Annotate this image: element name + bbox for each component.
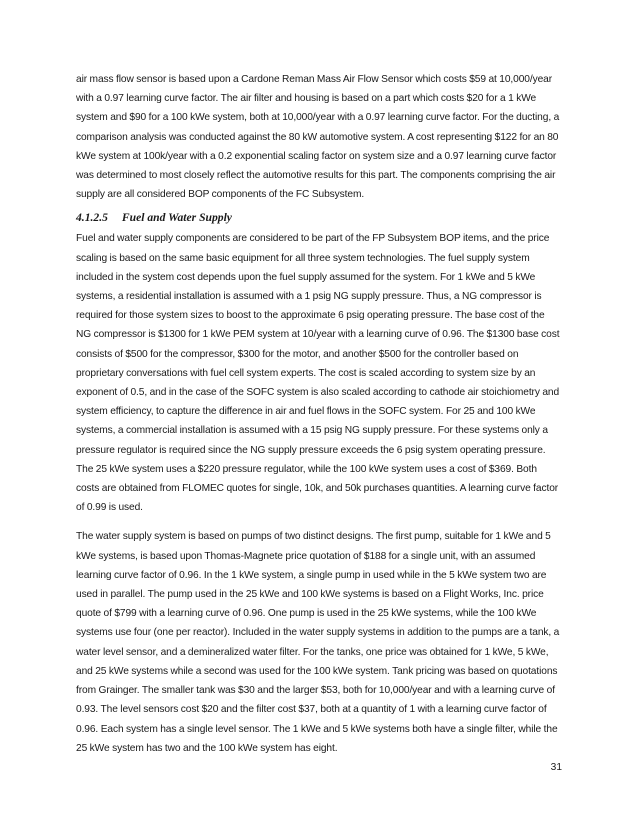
section-number: 4.1.2.5 [76, 211, 108, 225]
page-number: 31 [550, 762, 562, 773]
section-heading [76, 210, 562, 226]
paragraph-air-supply-end: air mass flow sensor is based upon a Cardone Reman Mass Air Flow Sensor which costs $59 at 10,000/year with a 0.97 learning curve factor. The air filter and housing is based on a part which costs $20 for a 1 kWe system and $90 for a 100 kWe system, both at 10,000/year with a 0.97 learning curve factor. For the ducting, a comparison analysis was conducted against the 80 kW automotive system. A cost representing $122 for an 80 kWe system at 100k/year with a 0.2 exponential scaling factor on system size and a 0.97 learning curve factor was determined to most closely reflect the automotive results for this part. The components comprising the air supply are all considered BOP components of the FC Subsystem. [76, 74, 560, 201]
page-content [76, 70, 562, 758]
paragraph-water-supply: The water supply system is based on pumps of two distinct designs. The first pump, suitable for 1 kWe and 5 kWe systems, is based upon Thomas-Magnete price quotation of $188 for a single unit, with an assumed learning curve factor of 0.96. In the 1 kWe system, a single pump in used while in the 5 kWe system two are used in parallel. The pump used in the 25 kWe and 100 kWe systems is based on a Flight Works, Inc. price quote of $799 with a learning curve of 0.96. One pump is used in the 25 kWe systems, while the 100 kWe systems use four (one per reactor). Included in the water supply systems in addition to the pumps are a tank, a water level sensor, and a demineralized water filter. For the tanks, one price was obtained for 1 kWe, 5 kWe, and 25 kWe systems while a second was used for the 100 kWe system. Tank pricing was based on quotations from Grainger. The smaller tank was $30 and the larger $53, both for 10,000/year and with a learning curve of 0.93. The level sensors cost $20 and the filter cost $37, both at a quantity of 1 with a learning curve factor of 0.96. Each system has a single level sensor. The 1 kWe and 5 kWe systems both have a single filter, while the 25 kWe system has two and the 100 kWe system has eight. [76, 531, 560, 754]
paragraph-fuel-supply: Fuel and water supply components are considered to be part of the FP Subsystem BOP items, and the price scaling is based on the same basic equipment for all three system technologies. The fuel supply system included in the system cost depends upon the fuel supply assumed for the system. For 1 kWe and 5 kWe systems, a residential installation is assumed with a 1 psig NG supply pressure. Thus, a NG compressor is required for those system sizes to boost to the approximate 6 psig operating pressure. The base cost of the NG compressor is $1300 for 1 kWe PEM system at 10/year with a learning curve of 0.96. The $1300 base cost consists of $500 for the compressor, $300 for the motor, and another $500 for the controller based on proprietary conversations with fuel cell system experts. The cost is scaled according to system size by an exponent of 0.5, and in the case of the SOFC system is also scaled according to cathode air stoichiometry and system efficiency, to capture the difference in air and fuel flows in the SOFC system. For 25 and 100 kWe systems, a commercial installation is assumed with a 15 psig NG supply pressure. For these systems only a pressure regulator is required since the NG supply pressure exceeds the 6 psig system operating pressure. The 25 kWe system uses a $220 pressure regulator, while the 100 kWe system uses a cost of $369. Both costs are obtained from FLOMEC quotes for single, 10k, and 50k purchases quantities. A learning curve factor of 0.99 is used. [76, 233, 560, 514]
section-title: Fuel and Water Supply [121, 211, 232, 225]
